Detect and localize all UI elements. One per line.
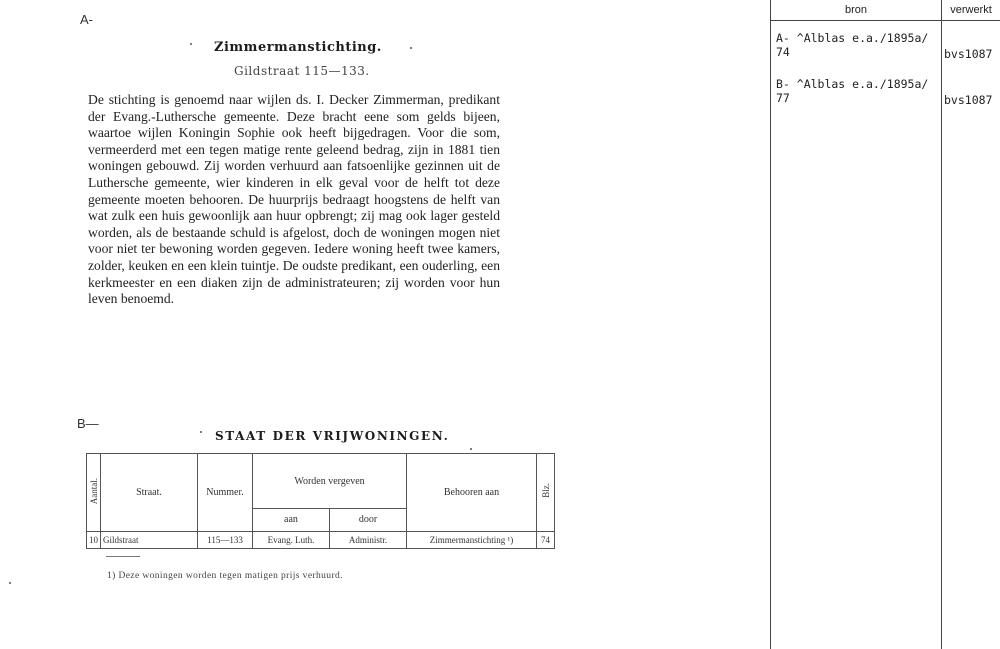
- scan-speck: [9, 582, 11, 584]
- cell-aantal: 10: [87, 531, 101, 549]
- cell-nummer: 115—133: [198, 531, 253, 549]
- section-b-title: STAAT DER VRIJWONINGEN.: [215, 429, 450, 443]
- header-door: door: [330, 509, 407, 532]
- scan-speck: [200, 431, 202, 433]
- table-row: [87, 531, 555, 549]
- index-header-bron: bron: [844, 4, 868, 16]
- index-header-verwerkt: verwerkt: [950, 4, 992, 16]
- index-entry-a-source: A- ^Alblas e.a./1895a/ 74: [776, 31, 929, 59]
- cell-straat: Gildstraat: [101, 531, 198, 549]
- cell-door: Administr.: [330, 531, 407, 549]
- header-worden-vergeven: Worden vergeven: [253, 454, 407, 509]
- section-b-marker: B—: [77, 416, 99, 431]
- cell-aan: Evang. Luth.: [253, 531, 330, 549]
- table-header-row: [87, 454, 555, 509]
- scan-speck: [410, 47, 412, 49]
- cell-behooren-aan: Zimmermanstichting ¹): [407, 531, 537, 549]
- header-blz: Blz.: [537, 454, 555, 532]
- section-b-footnote: 1) Deze woningen worden tegen matigen prijs verhuurd.: [107, 571, 343, 581]
- vrijwoningen-table: [86, 453, 555, 549]
- section-a-subtitle: Gildstraat 115—133.: [234, 64, 370, 78]
- index-entry-b-processed: bvs1087: [944, 93, 993, 107]
- index-entry-a-processed: bvs1087: [944, 47, 993, 61]
- scan-speck: [190, 43, 192, 45]
- footnote-divider: [106, 556, 140, 557]
- section-a-body: De stichting is genoemd naar wijlen ds. I. Decker Zimmerman, predikant der Evang.-Luthersche gemeente. Deze bracht eene som gelds bijeen, waartoe wijlen Koningin Sophie ook heeft bijgedragen. Voor die som, vermeerderd met een tegen matige rente geleend bedrag, zijn in 1881 tien woningen gebouwd. Zij worden verhuurd aan fatsoenlijke gezinnen uit de Luthersche gemeente, wier kinderen in elk geval voor de helft tot deze gemeente moeten behooren. De huurprijs bedraagt hoogstens de helft van wat zulk een huis gewoonlijk aan huur opbrengt; zij mag ook lager gesteld worden, als de bestaande schuld is afgelost, doch de woningen mogen niet voor niet ter bewoning worden gegeven. Iedere woning heeft twee kamers, zolder, keuken en een klein tuintje. De oudste predikant, een ouderling, een kerkmeester en een diaken zijn de administrateuren; zij worden voor hun leven benoemd.: [88, 92, 500, 307]
- section-a-marker: A-: [80, 12, 93, 27]
- header-behooren-aan: Behooren aan: [407, 454, 537, 532]
- scan-speck: [470, 448, 472, 450]
- header-straat: Straat.: [101, 454, 198, 532]
- index-header-divider: [770, 20, 1000, 21]
- cell-blz: 74: [537, 531, 555, 549]
- header-aantal: Aantal.: [87, 454, 101, 532]
- section-a-title: Zimmermanstichting.: [214, 40, 382, 55]
- index-column-divider: [941, 0, 942, 649]
- header-nummer: Nummer.: [198, 454, 253, 532]
- index-left-border: [770, 0, 771, 649]
- index-entry-b-source: B- ^Alblas e.a./1895a/ 77: [776, 77, 929, 105]
- header-aan: aan: [253, 509, 330, 532]
